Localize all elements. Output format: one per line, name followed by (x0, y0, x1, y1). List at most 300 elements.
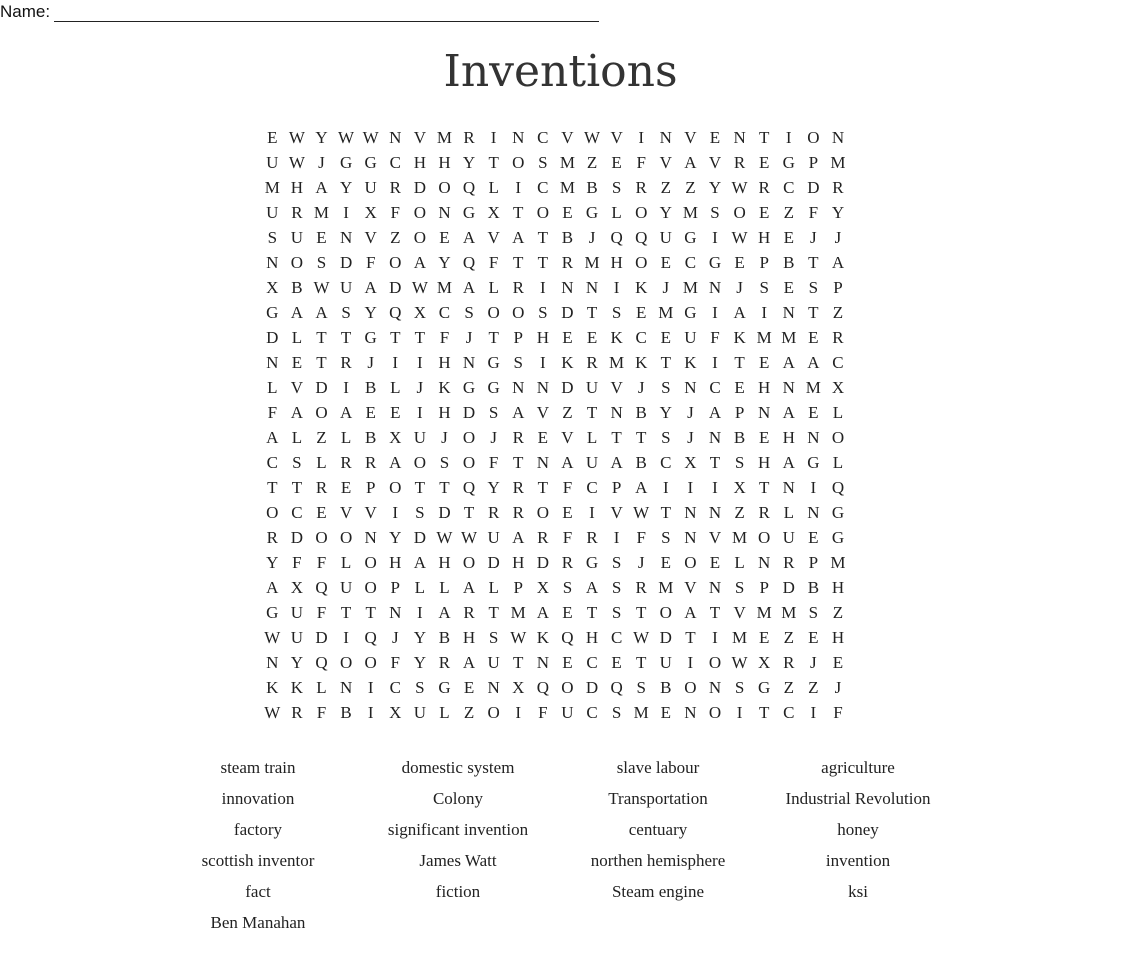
grid-letter: R (291, 702, 303, 722)
grid-letter: T (463, 502, 475, 522)
grid-letter: A (413, 252, 426, 272)
grid-letter: M (682, 202, 698, 222)
grid-row (260, 350, 850, 375)
grid-letter: R (635, 177, 647, 197)
grid-letter: I (810, 477, 817, 497)
grid-letter: O (413, 227, 426, 247)
grid-letter: R (365, 452, 377, 472)
grid-letter: L (390, 377, 401, 397)
grid-letter: G (585, 552, 599, 572)
grid-letter: N (708, 502, 722, 522)
grid-letter: R (635, 577, 647, 597)
grid-letter: B (635, 402, 647, 422)
grid-letter: U (659, 652, 672, 672)
grid-letter: M (313, 202, 330, 222)
grid-letter: E (316, 502, 327, 522)
grid-letter: P (759, 577, 769, 597)
grid-letter: N (684, 527, 697, 547)
grid-letter: Q (610, 677, 623, 697)
grid-letter: V (561, 427, 574, 447)
grid-letter: H (438, 152, 451, 172)
grid-letter: H (758, 227, 771, 247)
grid-letter: C (291, 502, 303, 522)
word-list-item: Industrial Revolution (785, 789, 931, 808)
grid-letter: Y (315, 127, 328, 147)
grid-letter: E (758, 352, 770, 372)
grid-letter: D (462, 402, 476, 422)
grid-letter: F (562, 477, 573, 497)
grid-letter: R (561, 252, 574, 272)
grid-letter: O (389, 477, 402, 497)
grid-letter: R (389, 177, 401, 197)
grid-letter: T (488, 152, 499, 172)
grid-letter: Z (832, 602, 844, 622)
grid-letter: O (708, 652, 722, 672)
grid-letter: T (660, 352, 671, 372)
grid-letter: C (389, 152, 401, 172)
grid-letter: F (636, 152, 646, 172)
grid-letter: D (413, 177, 426, 197)
grid-letter: P (513, 327, 523, 347)
grid-letter: T (636, 427, 647, 447)
grid-letter: L (316, 452, 327, 472)
grid-letter: V (413, 127, 426, 147)
grid-letter: A (266, 577, 279, 597)
grid-letter: A (512, 527, 525, 547)
grid-letter: K (610, 327, 623, 347)
grid-letter: E (709, 552, 721, 572)
grid-letter: G (266, 302, 279, 322)
grid-letter: S (439, 452, 450, 472)
grid-letter: O (708, 702, 722, 722)
grid-letter: G (708, 252, 722, 272)
grid-letter: V (610, 127, 623, 147)
grid-letter: N (807, 427, 820, 447)
grid-letter: U (339, 277, 353, 297)
grid-letter: Y (339, 177, 353, 197)
grid-letter: C (586, 477, 598, 497)
grid-letter: Z (562, 402, 573, 422)
grid-letter: H (536, 327, 549, 347)
grid-letter: V (536, 402, 549, 422)
grid-letter: F (808, 202, 819, 222)
grid-letter: E (390, 402, 401, 422)
grid-letter: E (758, 152, 770, 172)
grid-letter: C (586, 702, 598, 722)
grid-letter: M (559, 177, 575, 197)
grid-letter: T (537, 477, 549, 497)
grid-letter: R (512, 502, 524, 522)
grid-letter: Y (413, 652, 426, 672)
grid-letter: J (637, 377, 645, 397)
grid-letter: N (782, 477, 795, 497)
grid-letter: N (389, 602, 402, 622)
grid-letter: E (463, 677, 475, 697)
grid-letter: J (391, 627, 399, 647)
grid-letter: J (465, 327, 473, 347)
word-list-item: slave labour (616, 758, 700, 777)
grid-letter: T (636, 652, 647, 672)
grid-letter: S (611, 702, 622, 722)
grid-letter: D (389, 277, 402, 297)
grid-letter: N (807, 502, 820, 522)
grid-letter: W (510, 627, 527, 647)
grid-letter: F (488, 252, 499, 272)
grid-letter: N (364, 527, 377, 547)
grid-letter: E (562, 327, 573, 347)
grid-letter: W (583, 127, 601, 147)
grid-letter: J (318, 152, 325, 172)
grid-letter: S (292, 452, 302, 472)
word-list-item: centuary (628, 820, 688, 839)
grid-letter: J (588, 227, 596, 247)
grid-letter: N (512, 127, 525, 147)
grid-letter: P (611, 477, 622, 497)
grid-letter: Q (462, 252, 476, 272)
grid-letter: A (462, 652, 476, 672)
grid-letter: C (389, 677, 401, 697)
grid-letter: R (266, 527, 278, 547)
word-list-row (158, 752, 958, 783)
grid-letter: H (438, 402, 451, 422)
grid-letter: T (660, 502, 671, 522)
grid-letter: M (658, 302, 674, 322)
grid-letter: D (290, 527, 304, 547)
name-blank-line[interactable] (54, 3, 599, 22)
grid-letter: L (488, 177, 499, 197)
grid-letter: E (758, 427, 770, 447)
grid-letter: R (758, 177, 770, 197)
word-list-item: factory (233, 820, 283, 839)
grid-letter: G (831, 527, 845, 547)
grid-letter: O (413, 202, 426, 222)
grid-letter: E (709, 127, 721, 147)
grid-letter: M (830, 152, 846, 172)
grid-letter: U (487, 527, 500, 547)
grid-letter: M (264, 177, 280, 197)
grid-letter: Y (266, 552, 279, 572)
grid-letter: E (758, 202, 770, 222)
grid-letter: U (266, 152, 279, 172)
word-list-item: significant invention (387, 820, 529, 839)
grid-letter: X (733, 477, 746, 497)
grid-letter: E (562, 652, 573, 672)
grid-letter: Q (635, 227, 648, 247)
grid-letter: B (586, 177, 598, 197)
grid-letter: M (559, 152, 575, 172)
grid-letter: L (734, 552, 745, 572)
grid-letter: O (462, 452, 476, 472)
grid-letter: O (339, 527, 353, 547)
grid-letter: L (439, 702, 450, 722)
grid-letter: T (734, 352, 745, 372)
grid-letter: C (610, 627, 623, 647)
grid-letter: E (660, 327, 671, 347)
grid-letter: N (512, 377, 525, 397)
grid-letter: W (461, 527, 478, 547)
grid-letter: T (537, 227, 549, 247)
grid-letter: T (513, 652, 524, 672)
grid-letter: A (536, 602, 549, 622)
grid-letter: A (413, 552, 426, 572)
grid-row (260, 525, 850, 550)
grid-letter: F (390, 202, 400, 222)
grid-letter: J (687, 427, 694, 447)
grid-letter: A (389, 452, 402, 472)
grid-letter: W (731, 652, 748, 672)
grid-letter: O (315, 402, 328, 422)
grid-letter: E (660, 702, 671, 722)
grid-row (260, 325, 850, 350)
grid-letter: Z (685, 177, 696, 197)
grid-letter: I (343, 377, 349, 397)
grid-row (260, 475, 850, 500)
grid-letter: L (832, 452, 844, 472)
word-list-row (158, 814, 958, 845)
grid-letter: N (659, 127, 672, 147)
grid-letter: W (288, 152, 305, 172)
grid-letter: C (783, 177, 795, 197)
grid-letter: U (585, 377, 599, 397)
grid-letter: S (808, 277, 819, 297)
grid-letter: T (365, 602, 376, 622)
grid-letter: Q (561, 627, 574, 647)
grid-letter: L (832, 402, 844, 422)
grid-row (260, 650, 850, 675)
grid-letter: X (831, 377, 845, 397)
grid-letter: T (414, 327, 426, 347)
grid-letter: A (266, 427, 279, 447)
grid-letter: N (266, 352, 279, 372)
grid-letter: O (684, 677, 697, 697)
grid-letter: R (832, 177, 844, 197)
grid-letter: Q (364, 627, 377, 647)
grid-letter: B (561, 227, 574, 247)
grid-letter: M (436, 277, 453, 297)
grid-letter: S (611, 177, 622, 197)
grid-letter: Z (390, 227, 401, 247)
grid-letter: V (684, 577, 697, 597)
grid-letter: G (758, 677, 771, 697)
grid-letter: C (586, 652, 598, 672)
grid-letter: K (635, 277, 648, 297)
word-list (158, 752, 958, 938)
grid-letter: D (315, 377, 328, 397)
grid-letter: N (462, 352, 476, 372)
grid-letter: A (512, 227, 525, 247)
grid-letter: N (708, 677, 722, 697)
grid-letter: J (416, 377, 424, 397)
grid-letter: F (488, 452, 499, 472)
grid-letter: G (364, 327, 377, 347)
grid-letter: E (562, 602, 573, 622)
grid-letter: Q (315, 652, 328, 672)
grid-letter: L (267, 377, 278, 397)
grid-letter: I (712, 227, 718, 247)
grid-letter: S (415, 502, 425, 522)
grid-letter: G (487, 352, 500, 372)
grid-letter: E (316, 227, 327, 247)
grid-letter: J (367, 352, 374, 372)
grid-letter: A (733, 302, 746, 322)
grid-letter: M (756, 327, 772, 347)
word-list-item: domestic system (401, 758, 515, 777)
grid-letter: L (439, 577, 450, 597)
grid-letter: S (341, 302, 351, 322)
grid-letter: Y (438, 252, 451, 272)
grid-letter: A (782, 352, 795, 372)
word-list-item (558, 907, 758, 938)
grid-letter: N (339, 677, 353, 697)
grid-letter: I (662, 477, 669, 497)
grid-letter: U (659, 227, 672, 247)
grid-letter: F (833, 702, 843, 722)
grid-letter: A (684, 152, 697, 172)
grid-letter: O (807, 127, 820, 147)
grid-letter: T (439, 477, 450, 497)
grid-letter: I (712, 352, 718, 372)
grid-letter: A (782, 402, 795, 422)
word-list-item: invention (825, 851, 891, 870)
grid-letter: F (316, 602, 327, 622)
grid-letter: M (510, 602, 526, 622)
grid-letter: V (733, 602, 746, 622)
grid-letter: T (758, 702, 770, 722)
grid-letter: I (515, 177, 522, 197)
grid-letter: U (290, 227, 304, 247)
grid-letter: J (810, 227, 817, 247)
grid-letter: P (734, 402, 745, 422)
grid-letter: E (365, 402, 376, 422)
grid-letter: S (267, 227, 278, 247)
grid-letter: O (487, 302, 500, 322)
grid-letter: D (561, 302, 574, 322)
grid-letter: Y (659, 202, 672, 222)
grid-letter: H (610, 252, 623, 272)
grid-letter: E (660, 552, 671, 572)
grid-letter: I (687, 652, 694, 672)
grid-letter: J (834, 677, 842, 697)
grid-letter: U (266, 202, 279, 222)
grid-letter: M (682, 277, 698, 297)
grid-letter: W (411, 277, 428, 297)
grid-letter: X (758, 652, 771, 672)
grid-letter: A (364, 277, 377, 297)
grid-letter: I (417, 602, 423, 622)
word-list-item (358, 907, 558, 938)
grid-letter: Y (831, 202, 845, 222)
grid-letter: D (339, 252, 353, 272)
grid-letter: S (808, 602, 819, 622)
grid-letter: I (712, 302, 718, 322)
grid-letter: E (783, 227, 794, 247)
word-list-item (758, 907, 958, 938)
grid-row (260, 675, 850, 700)
grid-letter: M (609, 352, 625, 372)
word-list-item: northen hemisphere (590, 851, 726, 870)
grid-letter: L (488, 577, 499, 597)
grid-letter: H (438, 352, 451, 372)
grid-letter: O (339, 652, 353, 672)
word-list-item: agriculture (821, 758, 895, 777)
grid-letter: S (661, 377, 671, 397)
grid-letter: D (659, 627, 672, 647)
name-field-row (0, 2, 599, 22)
grid-letter: P (759, 252, 769, 272)
grid-row (260, 300, 850, 325)
grid-letter: S (611, 552, 622, 572)
grid-letter: H (585, 627, 599, 647)
grid-letter: D (536, 552, 549, 572)
grid-letter: E (783, 277, 794, 297)
grid-letter: Z (734, 502, 745, 522)
grid-letter: U (585, 452, 599, 472)
grid-letter: A (462, 227, 476, 247)
grid-letter: B (438, 627, 451, 647)
grid-letter: S (759, 277, 769, 297)
grid-letter: Q (462, 177, 476, 197)
grid-letter: S (636, 677, 646, 697)
grid-letter: A (512, 402, 525, 422)
grid-letter: G (684, 302, 697, 322)
grid-letter: I (515, 702, 522, 722)
grid-letter: A (610, 452, 623, 472)
grid-letter: V (684, 127, 697, 147)
grid-letter: W (362, 127, 379, 147)
grid-letter: R (463, 602, 475, 622)
grid-row (260, 425, 850, 450)
grid-letter: R (758, 502, 770, 522)
grid-row (260, 575, 850, 600)
grid-letter: T (267, 477, 278, 497)
grid-letter: W (633, 502, 650, 522)
grid-letter: E (537, 427, 549, 447)
grid-letter: L (291, 327, 303, 347)
grid-letter: H (462, 627, 476, 647)
grid-letter: P (808, 552, 819, 572)
grid-letter: C (783, 702, 795, 722)
grid-letter: J (834, 227, 842, 247)
grid-letter: U (413, 427, 426, 447)
grid-letter: O (536, 502, 549, 522)
word-list-item: scottish inventor (201, 851, 315, 870)
grid-letter: O (733, 202, 746, 222)
grid-letter: J (441, 427, 448, 447)
word-list-item: ksi (848, 882, 868, 901)
grid-letter: I (367, 677, 374, 697)
grid-letter: E (808, 402, 819, 422)
grid-letter: O (364, 552, 377, 572)
grid-letter: H (290, 177, 304, 197)
grid-letter: F (538, 702, 548, 722)
grid-row (260, 225, 850, 250)
grid-letter: A (290, 302, 304, 322)
grid-letter: N (782, 377, 795, 397)
grid-letter: O (364, 652, 377, 672)
grid-letter: P (833, 277, 843, 297)
grid-letter: G (487, 377, 500, 397)
grid-letter: R (783, 652, 795, 672)
grid-letter: R (438, 652, 451, 672)
grid-letter: F (316, 552, 327, 572)
grid-letter: F (710, 327, 720, 347)
grid-letter: F (636, 527, 646, 547)
grid-letter: V (610, 502, 623, 522)
grid-letter: H (782, 427, 795, 447)
grid-letter: G (782, 152, 795, 172)
grid-letter: O (413, 452, 426, 472)
grid-letter: X (413, 302, 426, 322)
